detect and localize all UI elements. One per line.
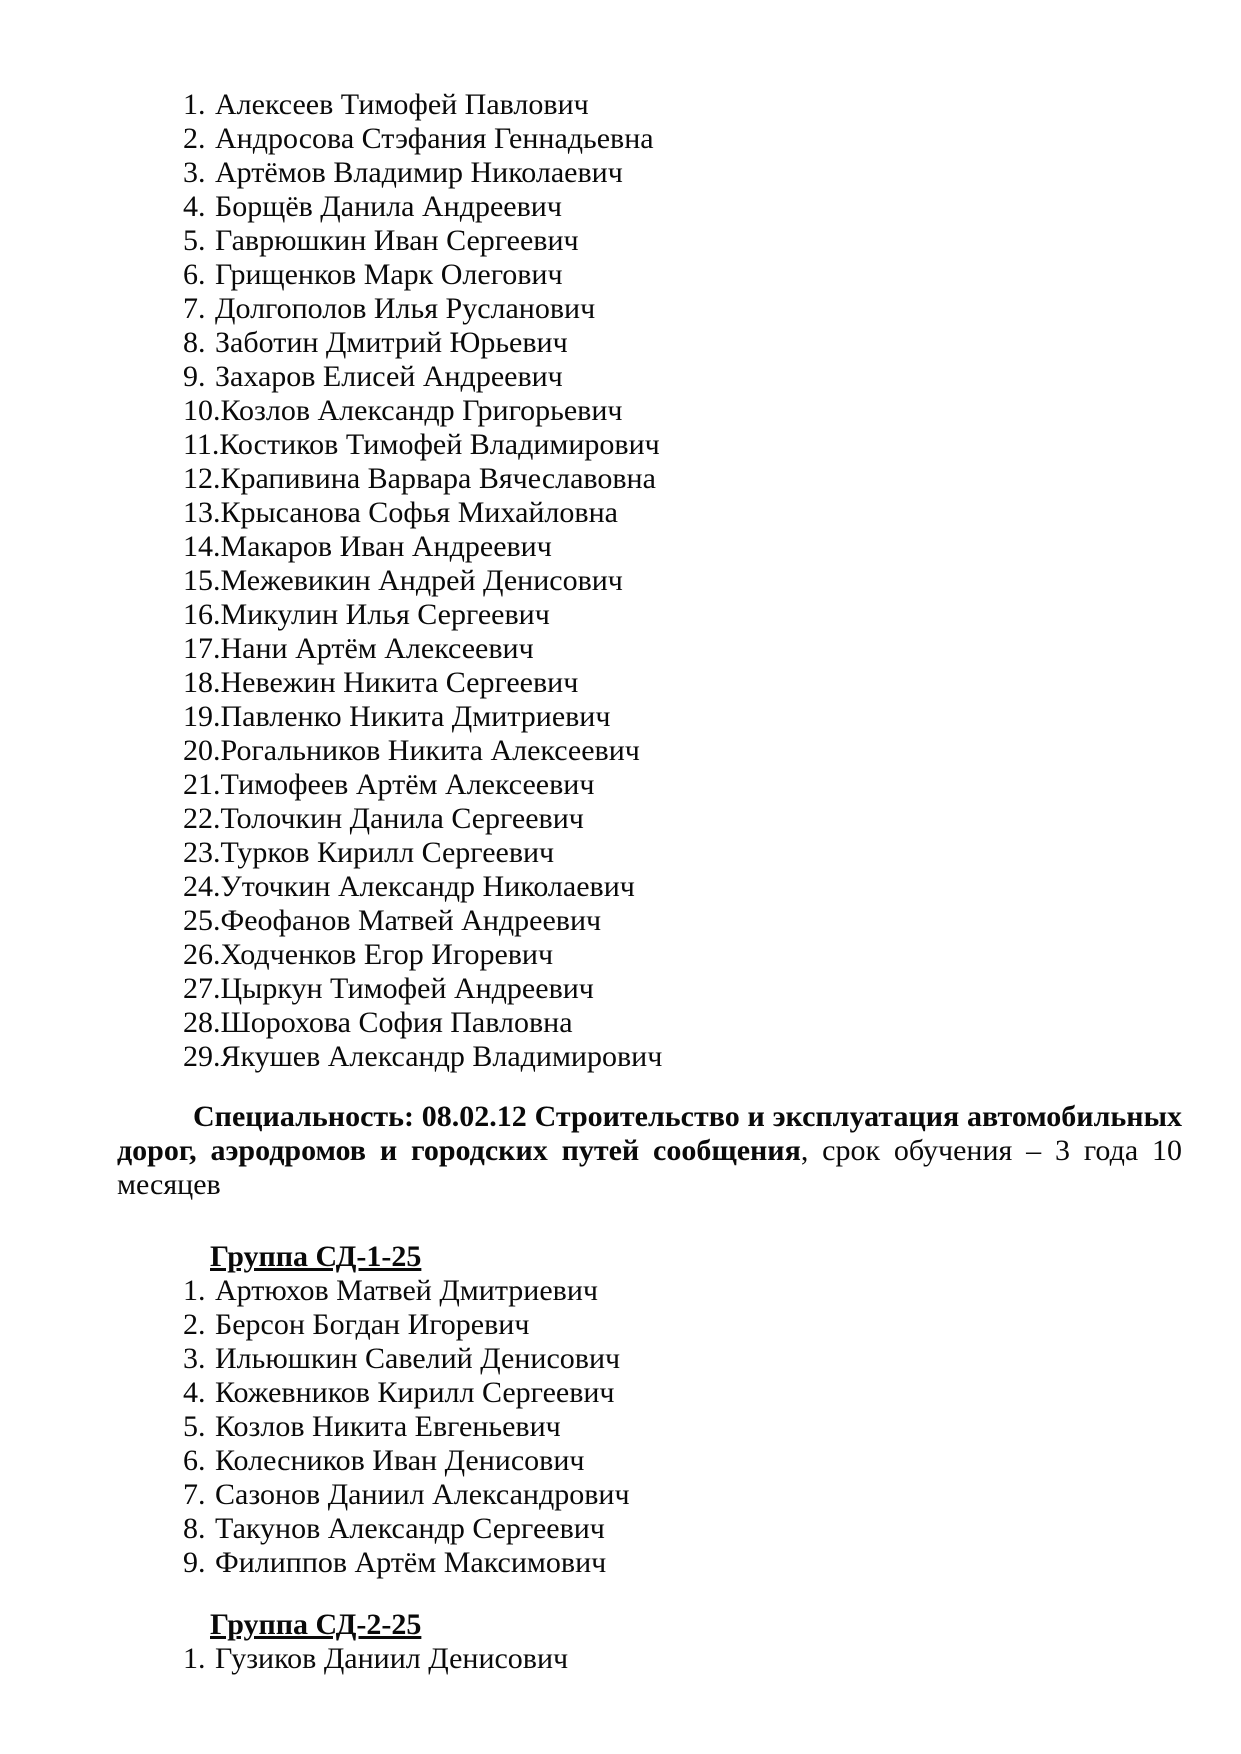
student-name: Заботин Дмитрий Юрьевич — [215, 326, 568, 359]
list-item — [183, 462, 1182, 496]
list-item — [183, 258, 1182, 292]
student-name: Турков Кирилл Сергеевич — [220, 836, 555, 869]
list-number: 13. — [183, 496, 221, 529]
student-name: Тимофеев Артём Алексеевич — [220, 768, 595, 801]
list-item — [183, 1512, 1182, 1546]
group-1-heading — [210, 1240, 1182, 1274]
student-name: Цыркун Тимофей Андреевич — [220, 972, 594, 1005]
list-item — [183, 564, 1182, 598]
list-item — [183, 122, 1182, 156]
list-item — [183, 1546, 1182, 1580]
list-number: 17. — [183, 632, 221, 665]
specialty-paragraph — [117, 1100, 1182, 1202]
student-name: Борщёв Данила Андреевич — [215, 190, 562, 223]
group-2-title-text: Группа СД-2-25 — [210, 1608, 422, 1641]
list-number: 9. — [183, 1546, 206, 1579]
student-name: Андросова Стэфания Геннадьевна — [215, 122, 654, 155]
list-item — [183, 1444, 1182, 1478]
student-roster-a — [183, 88, 1182, 1074]
student-name: Толочкин Данила Сергеевич — [220, 802, 584, 835]
list-number: 6. — [183, 1444, 206, 1477]
list-item — [183, 1478, 1182, 1512]
list-number: 5. — [183, 1410, 206, 1443]
list-number: 26. — [183, 938, 221, 971]
list-number: 21. — [183, 768, 221, 801]
list-item — [183, 1274, 1182, 1308]
list-item — [183, 1308, 1182, 1342]
list-number: 23. — [183, 836, 221, 869]
list-number: 19. — [183, 700, 221, 733]
list-number: 16. — [183, 598, 221, 631]
list-item — [183, 700, 1182, 734]
student-name: Козлов Александр Григорьевич — [220, 394, 623, 427]
list-number: 1. — [183, 1642, 206, 1675]
student-name: Захаров Елисей Андреевич — [215, 360, 563, 393]
list-item — [183, 360, 1182, 394]
list-number: 14. — [183, 530, 221, 563]
list-number: 5. — [183, 224, 206, 257]
list-item — [183, 1006, 1182, 1040]
specialty-bold-text: Специальность: 08.02.12 Строительство и эксплуатация автомобильных дорог, аэродромов и городских путей сообщения — [117, 1100, 1182, 1167]
group-2-heading — [210, 1608, 1182, 1642]
student-name: Невежин Никита Сергеевич — [220, 666, 579, 699]
student-name: Павленко Никита Дмитриевич — [220, 700, 611, 733]
list-item — [183, 734, 1182, 768]
student-name: Ильюшкин Савелий Денисович — [215, 1342, 621, 1375]
student-name: Колесников Иван Денисович — [215, 1444, 585, 1477]
list-number: 1. — [183, 88, 206, 121]
list-number: 10. — [183, 394, 221, 427]
student-name: Микулин Илья Сергеевич — [220, 598, 550, 631]
student-name: Межевикин Андрей Денисович — [220, 564, 623, 597]
student-name: Уточкин Александр Николаевич — [220, 870, 635, 903]
list-item — [183, 156, 1182, 190]
list-number: 2. — [183, 1308, 206, 1341]
list-item — [183, 802, 1182, 836]
student-name: Филиппов Артём Максимович — [215, 1546, 607, 1579]
list-number: 20. — [183, 734, 221, 767]
list-number: 2. — [183, 122, 206, 155]
student-name: Берсон Богдан Игоревич — [215, 1308, 530, 1341]
specialty-regular-text: , срок обучения – 3 года 10 месяцев — [117, 1134, 1182, 1201]
list-item — [183, 632, 1182, 666]
list-item — [183, 292, 1182, 326]
list-number: 29. — [183, 1040, 221, 1073]
list-number: 1. — [183, 1274, 206, 1307]
list-number: 7. — [183, 292, 206, 325]
student-name: Гузиков Даниил Денисович — [215, 1642, 569, 1675]
list-item — [183, 972, 1182, 1006]
list-item — [183, 904, 1182, 938]
student-name: Козлов Никита Евгеньевич — [215, 1410, 561, 1443]
list-number: 27. — [183, 972, 221, 1005]
student-name: Якушев Александр Владимирович — [220, 1040, 663, 1073]
student-name: Крапивина Варвара Вячеславовна — [220, 462, 656, 495]
student-name: Шорохова София Павловна — [220, 1006, 573, 1039]
list-number: 24. — [183, 870, 221, 903]
list-item — [183, 870, 1182, 904]
list-item — [183, 1410, 1182, 1444]
student-name: Рогальников Никита Алексеевич — [220, 734, 640, 767]
list-number: 7. — [183, 1478, 206, 1511]
list-item — [183, 224, 1182, 258]
list-number: 28. — [183, 1006, 221, 1039]
list-number: 4. — [183, 1376, 206, 1409]
list-item — [183, 88, 1182, 122]
list-item — [183, 938, 1182, 972]
list-item — [183, 768, 1182, 802]
list-item — [183, 326, 1182, 360]
list-number: 4. — [183, 190, 206, 223]
student-name: Долгополов Илья Русланович — [215, 292, 596, 325]
student-name: Крысанова Софья Михайловна — [220, 496, 618, 529]
student-name: Сазонов Даниил Александрович — [215, 1478, 630, 1511]
student-name: Грищенков Марк Олегович — [215, 258, 563, 291]
list-number: 3. — [183, 1342, 206, 1375]
student-name: Феофанов Матвей Андреевич — [220, 904, 602, 937]
list-item — [183, 1376, 1182, 1410]
student-name: Гаврюшкин Иван Сергеевич — [215, 224, 579, 257]
student-name: Ходченков Егор Игоревич — [220, 938, 554, 971]
student-name: Артюхов Матвей Дмитриевич — [215, 1274, 598, 1307]
student-name: Кожевников Кирилл Сергеевич — [215, 1376, 615, 1409]
student-name: Такунов Александр Сергеевич — [215, 1512, 605, 1545]
list-item — [183, 190, 1182, 224]
list-number: 15. — [183, 564, 221, 597]
list-number: 8. — [183, 326, 206, 359]
group-1-list — [183, 1274, 1182, 1580]
list-number: 8. — [183, 1512, 206, 1545]
list-item — [183, 598, 1182, 632]
student-name: Алексеев Тимофей Павлович — [215, 88, 589, 121]
student-name: Артёмов Владимир Николаевич — [215, 156, 623, 189]
list-number: 11. — [183, 428, 220, 461]
student-name: Макаров Иван Андреевич — [220, 530, 552, 563]
list-item — [183, 394, 1182, 428]
list-number: 22. — [183, 802, 221, 835]
list-number: 3. — [183, 156, 206, 189]
list-number: 25. — [183, 904, 221, 937]
list-number: 12. — [183, 462, 221, 495]
list-item — [183, 428, 1182, 462]
list-item — [183, 1342, 1182, 1376]
student-name: Нани Артём Алексеевич — [220, 632, 534, 665]
student-name: Костиков Тимофей Владимирович — [219, 428, 660, 461]
list-item — [183, 530, 1182, 564]
list-number: 18. — [183, 666, 221, 699]
list-number: 6. — [183, 258, 206, 291]
list-item — [183, 1642, 1182, 1676]
list-item — [183, 836, 1182, 870]
group-2-list — [183, 1642, 1182, 1676]
list-number: 9. — [183, 360, 206, 393]
list-item — [183, 1040, 1182, 1074]
list-item — [183, 666, 1182, 700]
group-1-title-text: Группа СД-1-25 — [210, 1240, 422, 1273]
list-item — [183, 496, 1182, 530]
